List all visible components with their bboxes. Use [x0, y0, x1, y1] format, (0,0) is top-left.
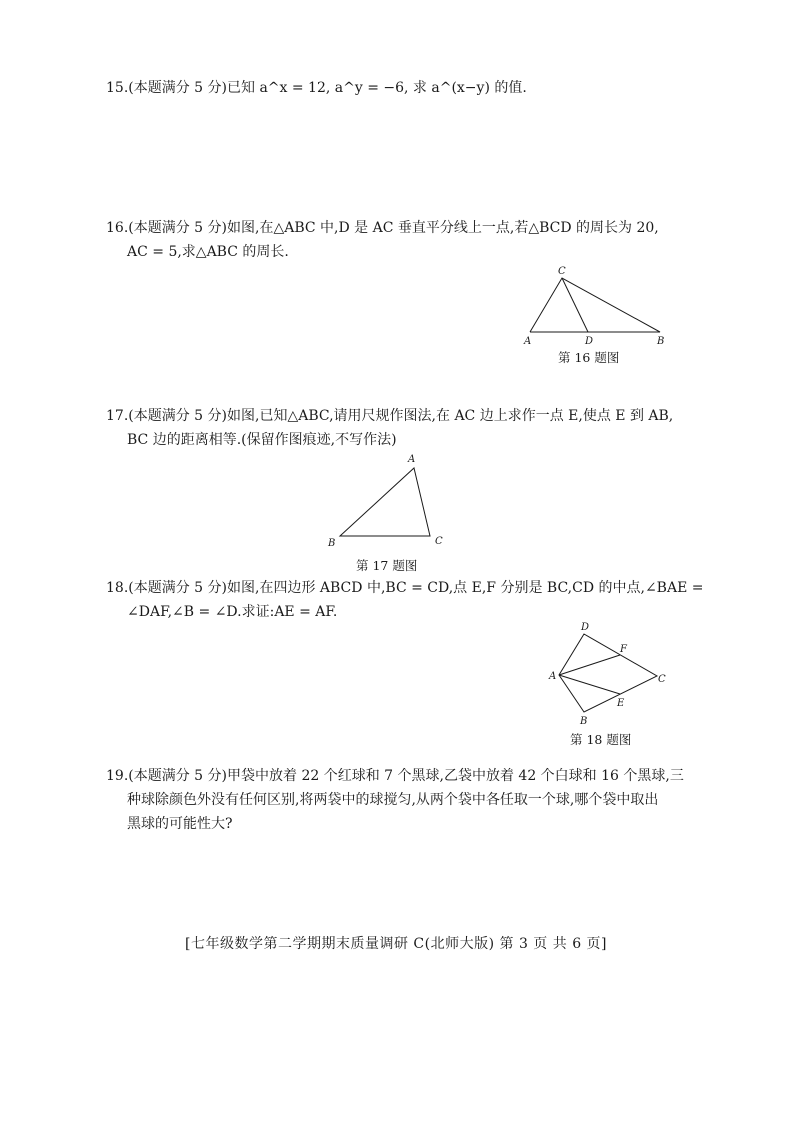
segment-cd: [562, 278, 588, 332]
question-text-cont: 种球除颜色外没有任何区别,将两袋中的球搅匀,从两个袋中各任取一个球,哪个袋中取出: [127, 792, 659, 808]
question-text-cont: BC 边的距离相等.(保留作图痕迹,不写作法): [127, 432, 397, 448]
question-marks: (本题满分 5 分): [128, 408, 227, 424]
question-marks: (本题满分 5 分): [128, 580, 227, 596]
label-c: C: [658, 674, 666, 685]
question-text: 如图,在四边形 ABCD 中,BC = CD,点 E,F 分别是 BC,CD 的中点,∠BAE =: [227, 580, 704, 596]
quadrilateral-abcd: [559, 634, 657, 712]
figure-16-caption: 第 16 题图: [558, 350, 620, 365]
label-c: C: [558, 266, 566, 277]
question-number: 18.: [106, 580, 129, 596]
question-text: 如图,在△ABC 中,D 是 AC 垂直平分线上一点,若△BCD 的周长为 20,: [227, 220, 659, 236]
figure-16: [520, 264, 670, 348]
question-17: [106, 404, 674, 452]
question-text: 已知 a^x = 12, a^y = −6, 求 a^(x−y) 的值.: [227, 80, 527, 96]
question-15: [106, 76, 666, 100]
triangle-abc: [340, 468, 430, 536]
segment-af: [559, 655, 620, 675]
question-marks: (本题满分 5 分): [128, 80, 227, 96]
label-b: B: [328, 538, 336, 549]
question-19: [106, 764, 684, 836]
question-marks: (本题满分 5 分): [128, 220, 227, 236]
label-a: A: [408, 454, 416, 465]
triangle-abc: [530, 278, 660, 332]
question-text: 甲袋中放着 22 个红球和 7 个黑球,乙袋中放着 42 个白球和 16 个黑球,三: [227, 768, 684, 784]
label-d: D: [581, 622, 590, 633]
question-number: 15.: [106, 80, 129, 96]
figure-18: [544, 620, 674, 730]
question-text-cont: 黑球的可能性大?: [127, 816, 233, 832]
figure-17-caption: 第 17 题图: [356, 558, 418, 573]
label-a: A: [524, 336, 532, 347]
page-footer: [七年级数学第二学期期末质量调研 C(北师大版) 第 3 页 共 6 页]: [185, 936, 608, 952]
question-16: [106, 216, 666, 264]
question-number: 17.: [106, 408, 129, 424]
question-number: 16.: [106, 220, 129, 236]
label-a: A: [549, 671, 557, 682]
question-18: [106, 576, 704, 624]
label-b: B: [657, 336, 665, 347]
question-number: 19.: [106, 768, 129, 784]
question-text-cont: ∠DAF,∠B = ∠D.求证:AE = AF.: [127, 604, 338, 620]
label-b: B: [580, 716, 588, 727]
label-c: C: [435, 536, 443, 547]
label-f: F: [620, 644, 627, 655]
question-text-cont: AC = 5,求△ABC 的周长.: [127, 244, 289, 260]
label-d: D: [585, 336, 594, 347]
figure-18-caption: 第 18 题图: [570, 732, 632, 747]
question-text: 如图,已知△ABC,请用尺规作图法,在 AC 边上求作一点 E,使点 E 到 AB,: [227, 408, 674, 424]
segment-ae: [559, 675, 620, 694]
label-e: E: [617, 698, 625, 709]
question-marks: (本题满分 5 分): [128, 768, 227, 784]
figure-17: [322, 452, 452, 552]
